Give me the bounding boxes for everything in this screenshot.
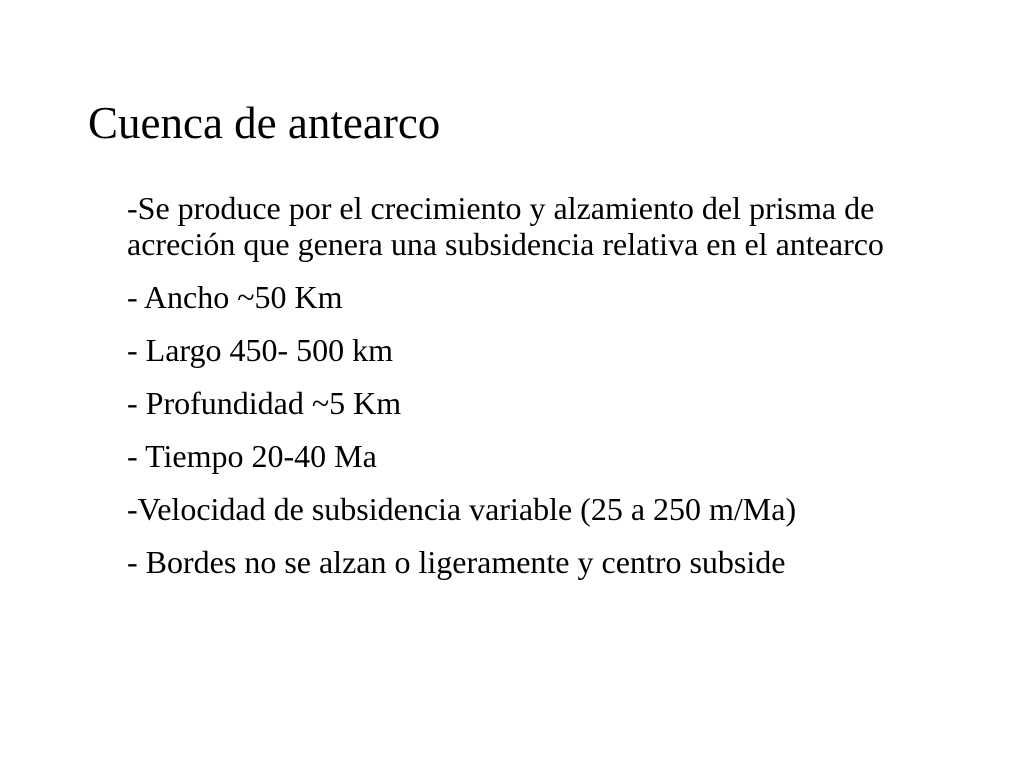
- bullet-item-formation: -Se produce por el crecimiento y alzamiento del prisma de acreción que genera una subsidencia relativa en el antearco: [127, 190, 884, 262]
- bullet-item-subsidence-rate: -Velocidad de subsidencia variable (25 a 250 m/Ma): [127, 491, 797, 527]
- bullet-item-width: - Ancho ~50 Km: [127, 279, 343, 315]
- bullet-list: [127, 190, 917, 597]
- slide-title: Cuenca de antearco: [88, 98, 441, 148]
- bullet-item-depth: - Profundidad ~5 Km: [127, 385, 402, 421]
- bullet-item-borders: - Bordes no se alzan o ligeramente y centro subside: [127, 544, 786, 580]
- bullet-item-time: - Tiempo 20-40 Ma: [127, 438, 377, 474]
- bullet-item-length: - Largo 450- 500 km: [127, 332, 394, 368]
